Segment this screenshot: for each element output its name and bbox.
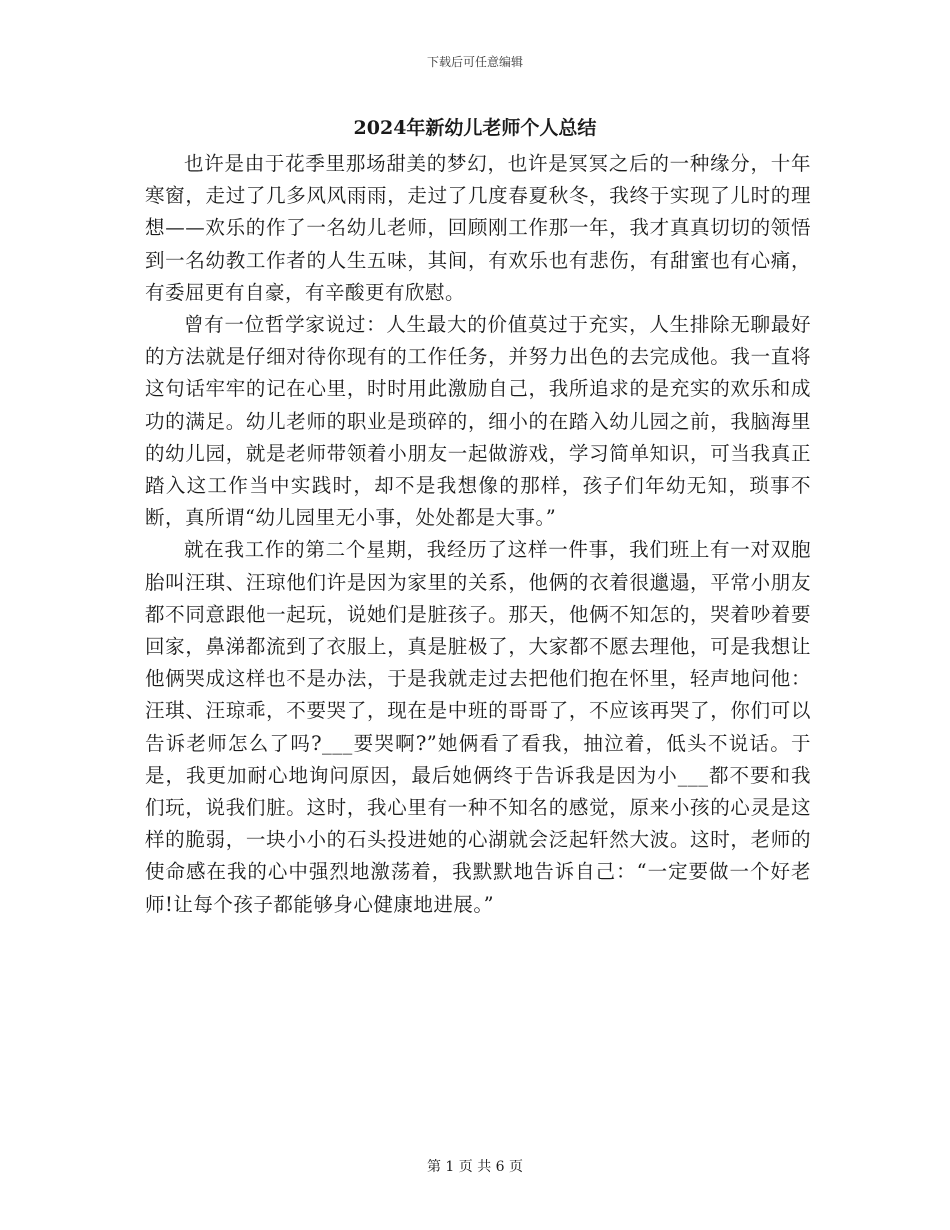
paragraph-3: 就在我工作的第二个星期，我经历了这样一件事，我们班上有一对双胞胎叫汪琪、汪琼他们许是因为家里的关系，他俩的衣着很邋遢，平常小朋友都不同意跟他一起玩，说她们是脏孩子。那天，他俩不知怎的，哭着吵着要回家，鼻涕都流到了衣服上，真是脏极了，大家都不愿去理他，可是我想让他俩哭成这样也不是办法，于是我就走过去把他们抱在怀里，轻声地问他：汪琪、汪琼乖，不要哭了，现在是中班的哥哥了，不应该再哭了，你们可以告诉老师怎么了吗?___要哭啊?”她俩看了看我，抽泣着，低头不说话。于是，我更加耐心地询问原因，最后她俩终于告诉我是因为小___都不要和我们玩，说我们脏。这时，我心里有一种不知名的感觉，原来小孩的心灵是这样的脆弱，一块小小的石头投进她的心湖就会泛起轩然大波。这时，老师的使命感在我的心中强烈地激荡着，我默默地告诉自己：“一定要做一个好老师!让每个孩子都能够身心健康地进展。” [145,538,811,916]
page-number: 第 1 页 共 6 页 [426,1159,524,1175]
paragraph-1: 也许是由于花季里那场甜美的梦幻，也许是冥冥之后的一种缘分，十年寒窗，走过了几多风风雨雨，走过了几度春夏秋冬，我终于实现了儿时的理想——欢乐的作了一名幼儿老师，回顾刚工作那一年，我才真真切切的领悟到一名幼教工作者的人生五味，其间，有欢乐也有悲伤，有甜蜜也有心痛，有委屈更有自豪，有辛酸更有欣慰。 [145,152,811,304]
paragraph-2: 曾有一位哲学家说过：人生最大的价值莫过于充实，人生排除无聊最好的方法就是仔细对待你现有的工作任务，并努力出色的去完成他。我一直将这句话牢牢的记在心里，时时用此激励自己，我所追求的是充实的欢乐和成功的满足。幼儿老师的职业是琐碎的，细小的在踏入幼儿园之前，我脑海里的幼儿园，就是老师带领着小朋友一起做游戏，学习简单知识，可当我真正踏入这工作当中实践时，却不是我想像的那样，孩子们年幼无知，琐事不断，真所谓“幼儿园里无小事，处处都是大事。” [145,313,811,530]
document-title: 2024年新幼儿老师个人总结 [353,117,597,139]
header-note: 下载后可任意编辑 [426,55,523,69]
document-body [145,148,811,921]
